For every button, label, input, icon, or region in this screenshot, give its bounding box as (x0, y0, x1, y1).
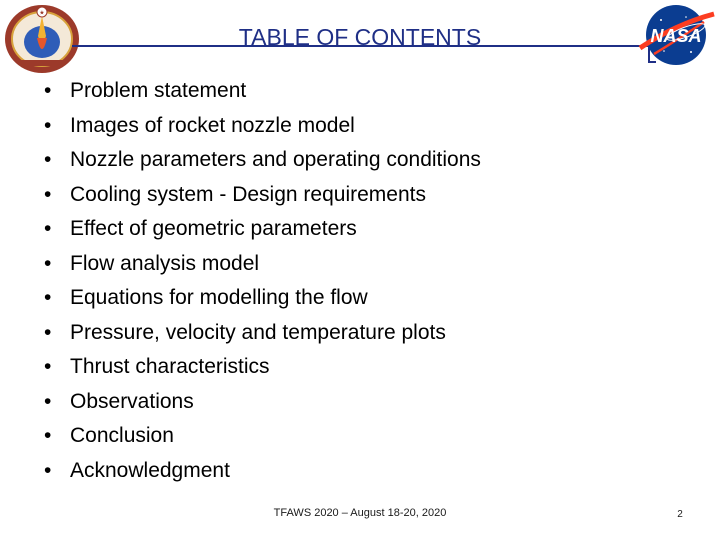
bullet-icon: • (44, 355, 52, 378)
bullet-icon: • (44, 251, 52, 275)
list-item-label: Images of rocket nozzle model (70, 113, 355, 137)
list-item-label: Observations (70, 389, 194, 413)
svg-text:NASA: NASA (650, 26, 702, 46)
mission-patch-logo-icon (2, 2, 82, 76)
page-title: TABLE OF CONTENTS (238, 24, 482, 50)
title-underline (72, 45, 656, 63)
bullet-icon: • (44, 286, 52, 309)
list-item-label: Acknowledgment (70, 458, 230, 482)
list-item-label: Effect of geometric parameters (70, 217, 357, 240)
bullet-icon: • (44, 79, 52, 102)
page-number: 2 (677, 509, 683, 520)
list-item-label: Pressure, velocity and temperature plots (70, 320, 446, 344)
bullet-icon: • (44, 113, 52, 137)
list-item-label: Nozzle parameters and operating conditions (70, 148, 481, 171)
bullet-icon: • (44, 148, 52, 171)
bullet-icon: • (44, 424, 52, 447)
list-item-label: Problem statement (70, 79, 247, 102)
nasa-meatball-logo-icon (636, 2, 718, 68)
list-item-label: Cooling system - Design requirements (70, 182, 426, 206)
bullet-icon: • (44, 182, 52, 206)
list-item-label: Thrust characteristics (70, 355, 270, 378)
bullet-icon: • (44, 217, 52, 240)
list-item-label: Equations for modelling the flow (70, 286, 368, 309)
list-item-label: Conclusion (70, 424, 174, 447)
bullet-icon: • (44, 389, 52, 413)
footer-text: TFAWS 2020 – August 18-20, 2020 (273, 507, 447, 519)
bullet-icon: • (44, 458, 52, 482)
svg-text:★: ★ (39, 10, 45, 17)
list-item-label: Flow analysis model (70, 251, 260, 275)
bullet-icon: • (44, 320, 52, 344)
